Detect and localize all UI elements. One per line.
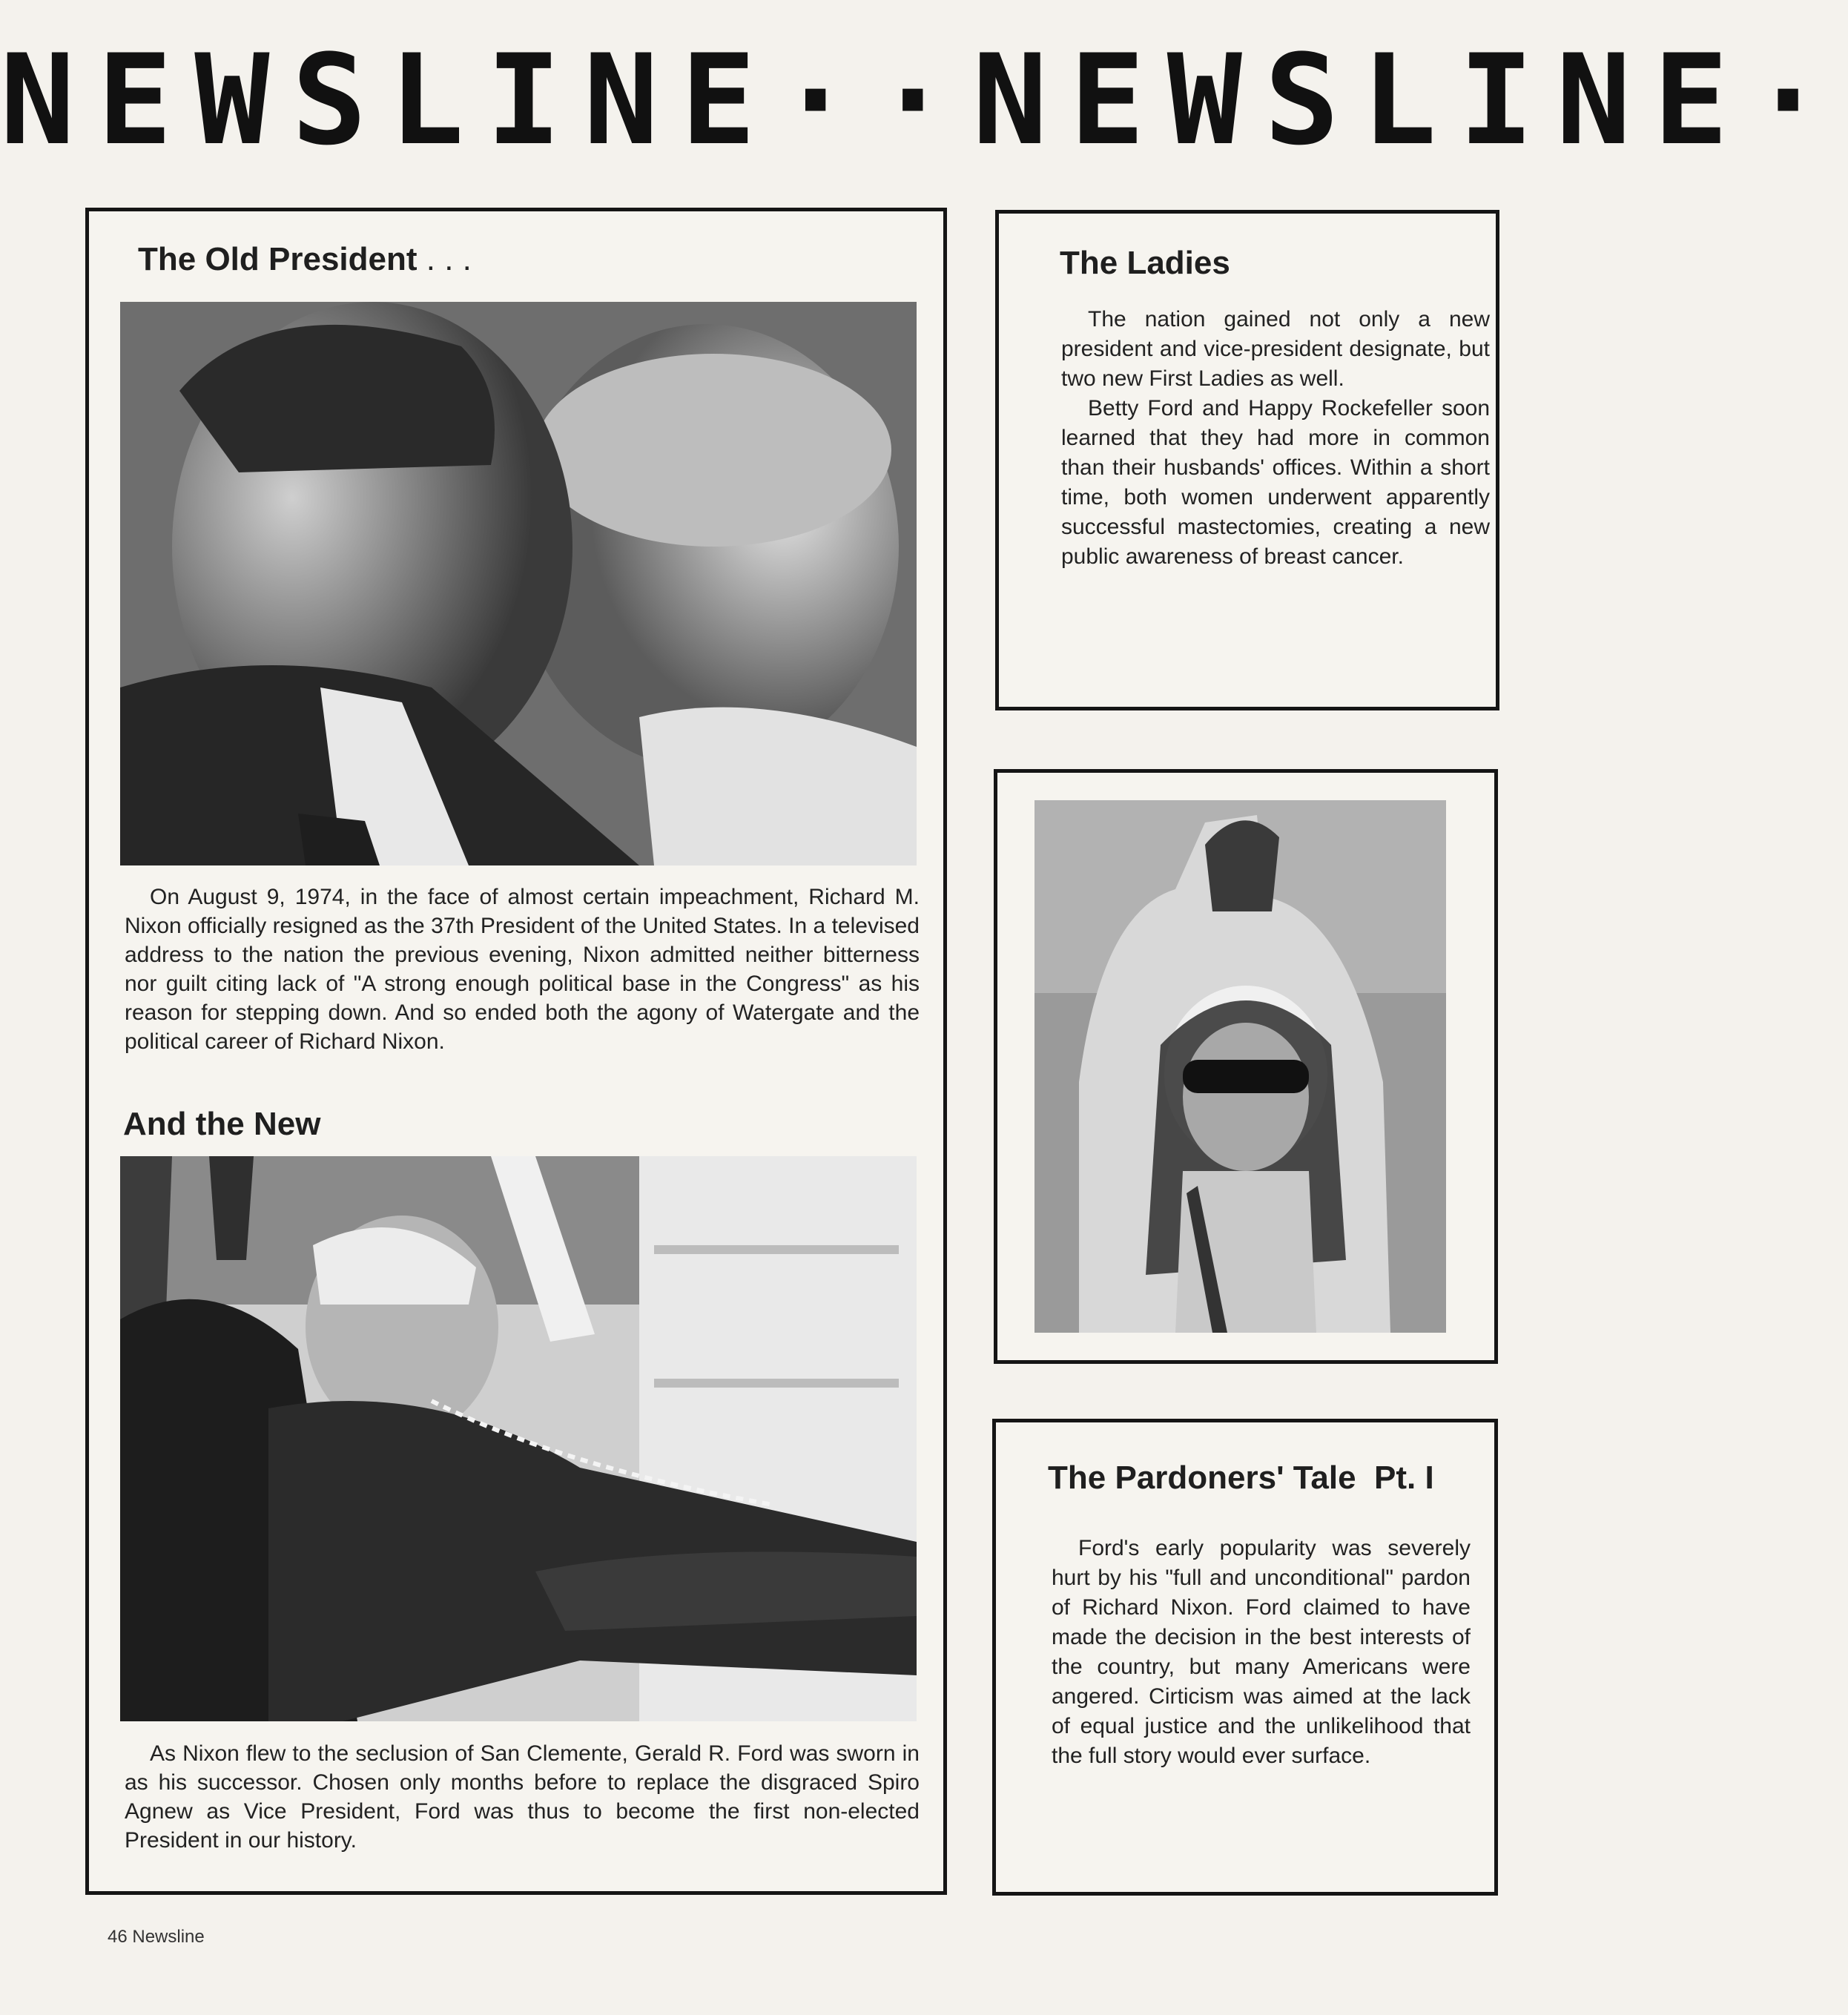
page-folio: 46 Newsline <box>108 1927 205 1947</box>
old-president-heading <box>138 241 472 278</box>
arafat-photo-box <box>994 769 1498 1364</box>
masthead-title: NEWSLINE··NEWSLINE· <box>0 27 1848 173</box>
ladies-paragraph-2: Betty Ford and Happy Rockefeller soon learned that they had more in common than their husbands' offices. Within a short time, both women underwent apparently successful mastectomies, creating a new public awareness of breast cancer. <box>1061 396 1490 569</box>
old-president-heading-ellipsis: . . . <box>417 241 472 277</box>
new-president-heading: And the New <box>123 1106 321 1142</box>
pardoners-tale-box <box>992 1419 1498 1896</box>
ladies-box <box>995 210 1499 710</box>
pardoners-tale-heading: The Pardoners' Tale Pt. I <box>1048 1460 1434 1496</box>
ladies-heading: The Ladies <box>1060 245 1230 281</box>
ford-photo <box>120 1156 917 1721</box>
old-president-caption-text: On August 9, 1974, in the face of almost certain impeachment, Richard M. Nixon officially resigned as the 37th President of the United States. In a televised address to the nation the previous evening, Nixon admitted neither bitterness nor guilt citing lack of "A strong enough political base in the Congress" as his reason for stepping down. And so ended both the agony of Watergate and the political career of Richard Nixon. <box>125 885 920 1054</box>
new-president-caption-text: As Nixon flew to the seclusion of San Clemente, Gerald R. Ford was sworn in as his successor. Chosen only months before to replace the disgraced Spiro Agnew as Vice President, Ford was thus to become the first non-elected President in our history. <box>125 1741 920 1853</box>
ford-photo-illustration <box>120 1156 917 1721</box>
masthead <box>0 27 1848 173</box>
ladies-paragraph-1: The nation gained not only a new president and vice-president designate, but two new First Ladies as well. <box>1061 307 1490 391</box>
nixon-photo-illustration <box>120 302 917 865</box>
new-president-caption <box>125 1739 920 1855</box>
pardoners-tale-paragraph-1: Ford's early popularity was severely hurt by his "full and unconditional" pardon of Richard Nixon. Ford claimed to have made the decision in the best interests of the country, but many Americans were angered. Cirticism was aimed at the lack of equal justice and the unlikelihood that the full story would ever surface. <box>1052 1536 1471 1768</box>
pardoners-tale-body <box>1052 1534 1471 1771</box>
arafat-photo <box>1034 800 1446 1333</box>
old-president-heading-text: The Old President <box>138 241 418 277</box>
old-and-new-president-box <box>85 208 947 1895</box>
old-president-caption <box>125 883 920 1056</box>
ladies-body <box>1061 305 1490 572</box>
nixon-photo <box>120 302 917 865</box>
arafat-photo-illustration <box>1034 800 1446 1333</box>
